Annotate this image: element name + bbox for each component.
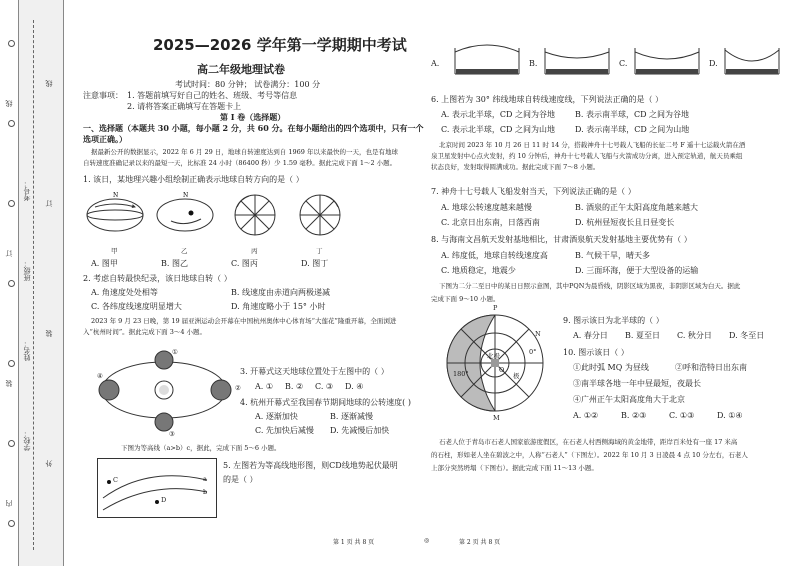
left-footer: 第 1 页 共 8 页	[333, 539, 375, 546]
intro-11b: 的石柱，形如老人坐在碧波之中，人称“石老人”（下图左）。2022 年 10 月 3 日凌晨 4 点 10 分左右，石老人	[431, 451, 748, 459]
q3-option-d[interactable]: D. ④	[345, 382, 364, 391]
mark-ding-inner: 订	[5, 250, 13, 257]
question-5-cont: 的是（ ）	[223, 475, 258, 484]
q9-option-d[interactable]: D. 冬至日	[729, 331, 765, 340]
contour-figure	[97, 458, 217, 518]
right-footer: 第 2 页 共 8 页	[459, 539, 501, 546]
mark-ding: 订	[45, 200, 53, 207]
globe-label-p: P	[493, 304, 498, 312]
q10-statement-3: ③南半球各地一年中昼最短，夜最长	[573, 379, 701, 388]
svg-text:N: N	[113, 192, 119, 199]
mark-line-inner: 线	[5, 100, 13, 107]
q6-option-a[interactable]: A. 表示北半球，CD 之间为谷地	[441, 110, 555, 119]
intro-1: 据最新公开的数据显示，2022 年 6 月 29 日，地球自转速度达到自 1969 年以来最快的一天，也是有地球	[91, 148, 398, 156]
q10-option-b[interactable]: B. ②③	[621, 411, 647, 420]
center-mark: ◎	[424, 537, 430, 544]
label-name: 姓名：	[23, 340, 31, 361]
notice-label: 注意事项：	[83, 91, 123, 100]
q8-option-c[interactable]: C. 地质稳定，地震少	[441, 266, 516, 275]
q6-option-graphs	[447, 42, 787, 80]
question-5: 5. 左图若为等高线地形图，则CD线地势起伏最明	[223, 461, 398, 470]
punch-hole	[8, 440, 15, 447]
q7-option-a[interactable]: A. 地球公转速度越来越慢	[441, 203, 532, 212]
q6-graph-label-c: C.	[619, 59, 628, 68]
exam-title: 2025—2026 学年第一学期期中考试	[153, 36, 407, 54]
notice-2: 2. 请将答案正确填写在答题卡上	[127, 102, 242, 111]
q9-option-a[interactable]: A. 春分日	[573, 331, 608, 340]
punch-hole	[8, 40, 15, 47]
fig-label-ding: 丁	[316, 247, 323, 255]
mark-outer: 外	[45, 460, 53, 467]
q7-option-d[interactable]: D. 杭州昼短夜长且日昼变长	[575, 218, 675, 227]
intro-9a: 下图为二分二至日中的某日日照示意图，其中PQN为晨昏线，阴影区域为黑夜，非阴影区域为白天。据此	[439, 282, 741, 290]
q10-statement-4: ④广州正午太阳高度角大于北京	[573, 395, 685, 404]
punch-hole	[8, 280, 15, 287]
svg-text:N: N	[183, 192, 189, 199]
q7-option-c[interactable]: C. 北京日出东南，日落西南	[441, 218, 540, 227]
fig-label-jia: 甲	[111, 247, 118, 255]
globe-label-180: 180°	[453, 370, 469, 378]
intro-2: 自转速度准确记录以来的最短一天，比标准 24 小时（86400 秒）少 1.59 毫秒。据此完成下面 1～2 小题。	[83, 159, 397, 167]
daylight-globe	[435, 308, 555, 418]
q1-option-d[interactable]: D. 图丁	[301, 259, 329, 268]
q10-option-d[interactable]: D. ①④	[717, 411, 743, 420]
intro-7c: 状态良好，发射取得圆满成功。据此完成下面 7～8 小题。	[431, 163, 600, 171]
contour-label-c: C	[113, 476, 118, 484]
q8-option-d[interactable]: D. 三面环海，便于大型设备的运输	[575, 266, 699, 275]
mark-zhuang: 装	[45, 330, 53, 337]
q8-option-a[interactable]: A. 纬度低，地球自转线速度高	[441, 251, 548, 260]
punch-hole	[8, 360, 15, 367]
q9-option-c[interactable]: C. 秋分日	[677, 331, 712, 340]
orbit-label-1: ①	[172, 348, 178, 356]
cut-line	[33, 20, 34, 550]
instruction-1: 一、选择题（本题共 30 小题，每小题 2 分，共 60 分。在每小题给出的四个选项中，只有一个	[83, 123, 424, 133]
question-9: 9. 图示该日为北半球的（ ）	[563, 316, 664, 325]
label-class: 班级：	[23, 260, 31, 281]
q4-option-a[interactable]: A. 逐渐加快	[255, 412, 298, 421]
orbit-label-3: ③	[169, 430, 175, 438]
intro-11a: 石老人位于青岛市石老人国家旅游度假区，在石老人村西侧海域的黄金地带，距岸百米处有一座 17 米高	[439, 438, 738, 446]
contour-label-b: b	[203, 488, 208, 496]
notice-1: 1. 答题前填写好自己的姓名、班级、考号等信息	[127, 91, 298, 100]
orbit-label-2: ②	[235, 384, 241, 392]
q9-option-b[interactable]: B. 夏至日	[625, 331, 660, 340]
intro-4: 入“杭州时间”。据此完成下面 3～4 小题。	[83, 328, 207, 336]
q10-statement-2: ②呼和浩特日出东南	[675, 363, 747, 372]
question-8: 8. 与海南文昌航天发射基地相比，甘肃酒泉航天发射基地主要优势有（ ）	[431, 235, 692, 244]
orbit-label-4: ④	[97, 372, 103, 380]
mark-inner: 内	[5, 500, 13, 507]
time-score: 考试时间：80 分钟； 试卷满分：100 分	[175, 80, 321, 89]
q4-option-d[interactable]: D. 先减慢后加快	[330, 426, 390, 435]
q6-option-d[interactable]: D. 表示南半球，CD 之间为山地	[575, 125, 690, 134]
question-1: 1. 该日，某地理兴趣小组绘制正确表示地球自转方向的是（ ）	[83, 175, 304, 184]
fig-label-yi: 乙	[181, 247, 188, 255]
mark-zhuang-inner: 装	[5, 380, 13, 387]
fig-label-bing: 丙	[251, 247, 258, 255]
intro-7b: 泉卫星发射中心点火发射，约 10 分钟后，神舟十七号载人飞船与火箭成功分离，进入预定轨道，航天员乘组	[431, 152, 743, 160]
globe-label-0deg: 0°	[529, 348, 537, 356]
q10-option-a[interactable]: A. ①②	[573, 411, 599, 420]
binding-margin	[0, 0, 70, 566]
globe-label-o: O	[499, 366, 505, 374]
q2-option-c[interactable]: C. 各纬度线速度明显增大	[91, 302, 182, 311]
punch-hole	[8, 520, 15, 527]
left-page	[75, 0, 424, 566]
q1-option-b[interactable]: B. 图乙	[161, 259, 188, 268]
intro-7a: 北京时间 2023 年 10 月 26 日 11 时 14 分，搭载神舟十七号载人飞船的长征二号 F 遥十七运载火箭在酒	[439, 141, 746, 149]
question-6: 6. 上图若为 30° 纬线地球自转线速度线，下列说法正确的是（ ）	[431, 95, 663, 104]
orbit-figure	[89, 340, 239, 440]
q2-option-d[interactable]: D. 角速度略小于 15° 小时	[231, 302, 326, 311]
punch-hole	[8, 200, 15, 207]
q1-option-c[interactable]: C. 图丙	[231, 259, 258, 268]
q10-option-c[interactable]: C. ①③	[669, 411, 695, 420]
rotation-figures	[85, 187, 345, 249]
q6-graph-label-b: B.	[529, 59, 538, 68]
q6-option-b[interactable]: B. 表示南半球，CD 之间为谷地	[575, 110, 690, 119]
intro-5: 下图为等高线（a>b）c，据此，完成下面 5～6 小题。	[121, 444, 281, 452]
q2-option-b[interactable]: B. 线速度由赤道向两极递减	[231, 288, 330, 297]
exam-subtitle: 高二年级地理试卷	[197, 63, 285, 76]
intro-3: 2023 年 9 月 23 日晚，第 19 届亚洲运动会开幕在中国杭州奥体中心体育场“大莲花”隆重开幕，全面浏进	[91, 317, 397, 325]
q6-graph-label-a: A.	[431, 59, 440, 68]
q7-option-b[interactable]: B. 酒泉的正午太阳高度角越来越大	[575, 203, 698, 212]
question-7: 7. 神舟十七号载人飞船发射当天，下列说法正确的是（ ）	[431, 187, 636, 196]
contour-label-d: D	[161, 496, 167, 504]
q6-option-c[interactable]: C. 表示北半球，CD 之间为山地	[441, 125, 555, 134]
q6-graph-label-d: D.	[709, 59, 718, 68]
q3-option-b[interactable]: B. ②	[285, 382, 304, 391]
intro-9b: 完成下面 9～10 小题。	[431, 295, 500, 303]
question-10: 10. 图示该日（ ）	[563, 348, 629, 357]
globe-label-pole2: 极	[513, 372, 520, 380]
section-title: 第 I 卷（选择题）	[220, 112, 286, 122]
right-page	[425, 0, 795, 566]
globe-label-m: M	[493, 414, 500, 422]
label-number: 考号：	[23, 180, 31, 201]
q1-option-a[interactable]: A. 图甲	[91, 259, 118, 268]
instruction-2: 选项正确。）	[83, 134, 127, 144]
globe-label-n: N	[535, 330, 541, 338]
q4-option-c[interactable]: C. 先加快后减慢	[255, 426, 314, 435]
question-3: 3. 开幕式这天地球位置处于左图中的（ ）	[240, 367, 389, 376]
label-school: 学校：	[23, 430, 31, 451]
q3-option-a[interactable]: A. ①	[255, 382, 274, 391]
punch-hole	[8, 120, 15, 127]
contour-label-a: a	[203, 475, 207, 483]
q10-statement-1: ①此时弧 MQ 为昼线	[573, 363, 649, 372]
q4-option-b[interactable]: B. 逐渐减慢	[330, 412, 373, 421]
intro-11c: 上部分突然坍塌（下图右）。据此完成下面 11～13 小题。	[431, 464, 598, 472]
binding-strip	[18, 0, 64, 566]
q2-option-a[interactable]: A. 角速度处处相等	[91, 288, 158, 297]
globe-label-pole: 北极	[487, 352, 500, 360]
q8-option-b[interactable]: B. 气候干旱，晴天多	[575, 251, 650, 260]
question-2: 2. 考虑自转最快纪录，该日地球自转（ ）	[83, 274, 232, 283]
question-4: 4. 杭州开幕式至我国春节期间地球的公转速度( )	[240, 398, 411, 407]
q3-option-c[interactable]: C. ③	[315, 382, 334, 391]
mark-line: 线	[45, 80, 53, 87]
